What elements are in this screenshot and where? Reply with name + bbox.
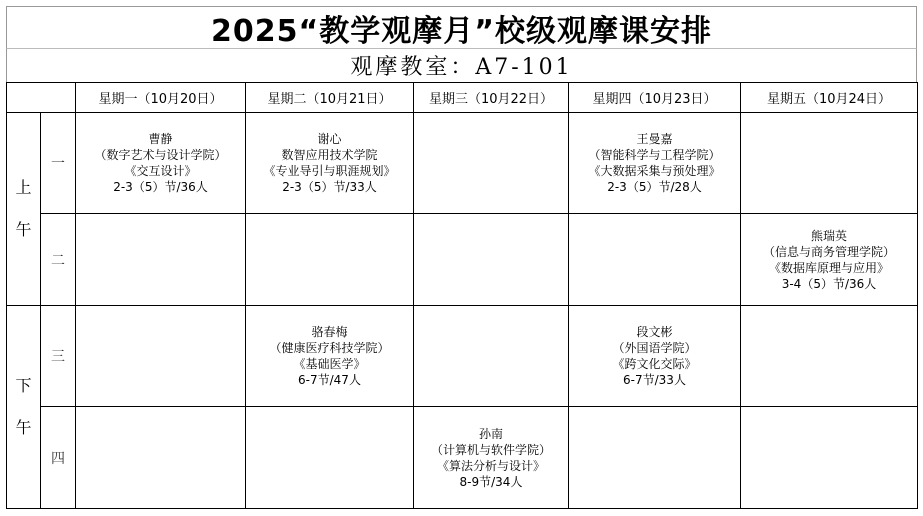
session-course: 《基础医学》 <box>293 357 366 371</box>
session-course: 《专业导引与职涯规划》 <box>263 164 396 178</box>
session-course: 《数据库原理与应用》 <box>768 260 889 275</box>
session-detail: 2-3（5）节/28人 <box>607 180 702 194</box>
session-college: （智能科学与工程学院） <box>588 148 721 162</box>
schedule-table <box>6 82 918 509</box>
session-detail: 2-3（5）节/36人 <box>113 180 208 194</box>
period-row-2 <box>7 214 918 306</box>
session-college: （数字艺术与设计学院） <box>94 148 227 162</box>
empty-cell-mon-p3 <box>76 306 246 407</box>
day-header-fri: 星期五（10月24日） <box>741 83 918 113</box>
session-cell-thu-p3 <box>569 306 741 407</box>
session-college: （外国语学院） <box>612 341 697 355</box>
day-header-thu: 星期四（10月23日） <box>569 83 741 113</box>
session-teacher: 曹静 <box>148 132 173 146</box>
period-row-3 <box>7 306 918 407</box>
period-label-2: 二 <box>41 214 76 306</box>
session-cell-mon-p1 <box>76 113 246 214</box>
period-label-3: 三 <box>41 306 76 407</box>
period-label-1: 一 <box>41 113 76 214</box>
empty-cell-thu-p2 <box>569 214 741 306</box>
morning-label-char-2: 午 <box>15 220 32 239</box>
empty-cell-wed-p3 <box>414 306 569 407</box>
empty-cell-mon-p4 <box>76 407 246 509</box>
session-course: 《算法分析与设计》 <box>436 458 545 473</box>
empty-cell-wed-p1 <box>414 113 569 214</box>
session-detail: 3-4（5）节/36人 <box>781 276 877 291</box>
corner-cell <box>7 83 76 113</box>
session-college: （计算机与软件学院） <box>430 442 551 457</box>
empty-cell-fri-p4 <box>741 407 918 509</box>
session-course: 《跨文化交际》 <box>612 357 697 371</box>
session-cell-fri-p2 <box>741 214 918 306</box>
empty-cell-wed-p2 <box>414 214 569 306</box>
session-college: 数智应用技术学院 <box>281 148 378 162</box>
session-teacher: 王曼嘉 <box>636 132 673 146</box>
empty-cell-fri-p3 <box>741 306 918 407</box>
header-row <box>7 83 918 113</box>
empty-cell-mon-p2 <box>76 214 246 306</box>
session-teacher: 熊瑞英 <box>810 228 847 243</box>
empty-cell-tue-p2 <box>246 214 414 306</box>
classroom-subtitle: 观摩教室：A7-101 <box>6 48 917 82</box>
afternoon-label-char-1: 下 <box>15 376 32 395</box>
session-cell-thu-p1 <box>569 113 741 214</box>
period-row-1 <box>7 113 918 214</box>
session-course: 《大数据采集与预处理》 <box>588 164 721 178</box>
session-teacher: 孙南 <box>478 426 503 441</box>
day-header-tue: 星期二（10月21日） <box>246 83 414 113</box>
empty-cell-thu-p4 <box>569 407 741 509</box>
session-cell-wed-p4 <box>414 407 569 509</box>
afternoon-label <box>7 306 41 509</box>
day-header-wed: 星期三（10月22日） <box>414 83 569 113</box>
empty-cell-fri-p1 <box>741 113 918 214</box>
session-detail: 8-9节/34人 <box>459 474 523 489</box>
session-detail: 6-7节/47人 <box>298 373 361 387</box>
morning-label-char-1: 上 <box>15 178 32 197</box>
period-label-4: 四 <box>41 407 76 509</box>
session-college: （信息与商务管理学院） <box>762 244 895 259</box>
day-header-mon: 星期一（10月20日） <box>76 83 246 113</box>
session-teacher: 段文彬 <box>636 325 673 339</box>
page-title: 2025“教学观摩月”校级观摩课安排 <box>6 6 917 48</box>
session-teacher: 骆春梅 <box>311 325 348 339</box>
session-course: 《交互设计》 <box>124 164 197 178</box>
period-row-4 <box>7 407 918 509</box>
session-cell-tue-p3 <box>246 306 414 407</box>
session-college: （健康医疗科技学院） <box>269 341 390 355</box>
morning-label <box>7 113 41 306</box>
afternoon-label-char-2: 午 <box>15 418 32 437</box>
session-cell-tue-p1 <box>246 113 414 214</box>
session-detail: 2-3（5）节/33人 <box>282 180 377 194</box>
session-teacher: 谢心 <box>317 132 342 146</box>
session-detail: 6-7节/33人 <box>623 373 686 387</box>
empty-cell-tue-p4 <box>246 407 414 509</box>
